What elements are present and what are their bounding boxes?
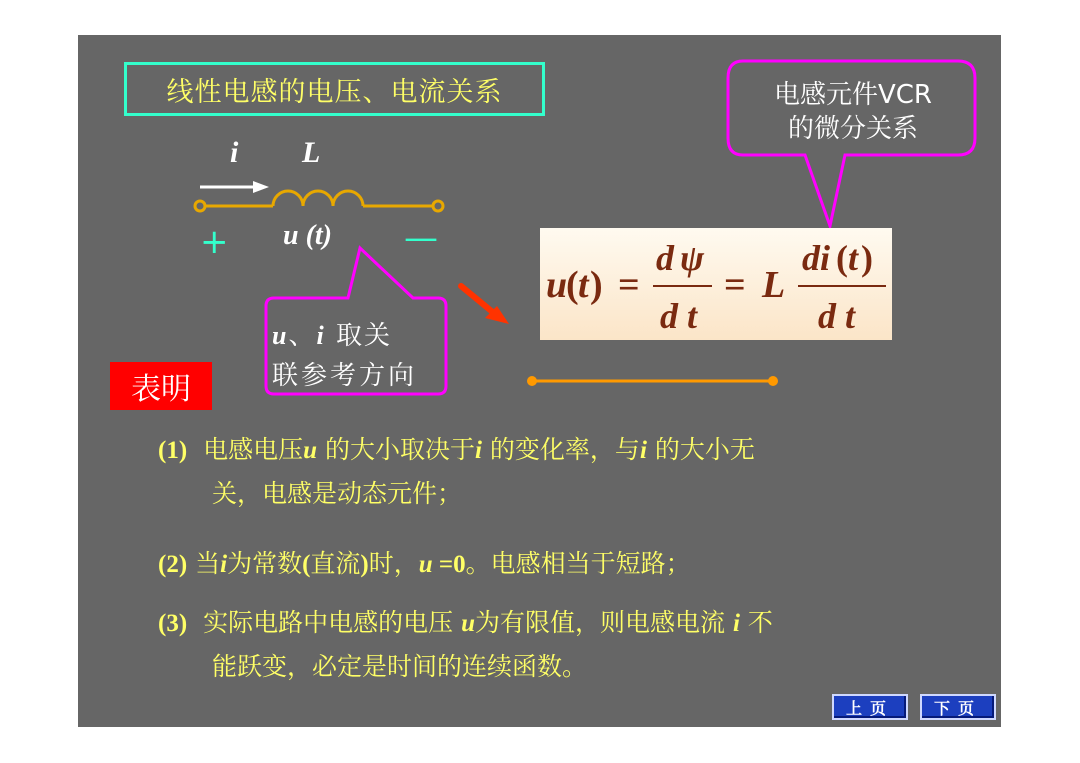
- svg-text:ψ: ψ: [680, 238, 705, 278]
- vcr-callout-text-line2: 的微分关系: [787, 114, 918, 144]
- item-3-line2: 能跃变，必定是时间的连续函数。: [212, 652, 588, 681]
- svg-text:=: =: [618, 264, 640, 306]
- svg-text:u: u: [546, 264, 568, 306]
- title-box: [124, 62, 545, 116]
- svg-text:d t: d t: [660, 296, 698, 336]
- current-arrow-head: [253, 181, 269, 193]
- svg-text:(: (: [836, 238, 848, 278]
- svg-text:=: =: [724, 264, 746, 306]
- item-1-line2: 关，电感是动态元件；: [212, 479, 463, 508]
- item-2-line1: (2) 当i为常数(直流)时，u =0。电感相当于短路；: [158, 549, 691, 578]
- voltage-label: u (t): [283, 220, 332, 251]
- svg-text:t: t: [848, 238, 859, 278]
- left-terminal: [195, 201, 205, 211]
- svg-text:L: L: [762, 264, 786, 306]
- next-page-button[interactable]: 下页: [920, 694, 996, 720]
- svg-text:di: di: [802, 238, 831, 278]
- right-terminal: [433, 201, 443, 211]
- slide-title: 线性电感的电压、电流关系: [166, 76, 503, 108]
- orange-divider-line: [525, 374, 780, 388]
- current-label: i: [230, 136, 239, 169]
- vcr-formula: [540, 228, 892, 340]
- inductor-circuit-diagram: [185, 175, 455, 220]
- item-3-line1: (3) 实际电路中电感的电压 u为有限值，则电感电流 i 不: [158, 608, 773, 637]
- reference-callout-text-line1: u、i 取关: [272, 321, 392, 351]
- inductor-label: L: [302, 136, 321, 169]
- tag-biaoming: 表明: [110, 362, 212, 410]
- svg-text:d t: d t: [818, 296, 856, 336]
- inductor-coil: [273, 191, 363, 206]
- minus-sign: —: [404, 218, 438, 258]
- plus-sign: +: [200, 222, 229, 262]
- svg-text:): ): [861, 238, 873, 278]
- vcr-formula-math: [540, 228, 892, 340]
- item-1-line1: (1) 电感电压u 的大小取决于i 的变化率，与i 的大小无: [158, 435, 755, 464]
- prev-page-button[interactable]: 上页: [832, 694, 908, 720]
- pointer-arrow-icon: [455, 280, 515, 330]
- svg-text:(: (: [566, 264, 579, 306]
- vcr-callout-text-line1: 电感元件VCR: [773, 80, 932, 110]
- reference-callout-text-line2: 联参考方向: [272, 361, 418, 391]
- svg-text:): ): [590, 264, 603, 306]
- svg-text:d: d: [656, 238, 674, 278]
- svg-text:t: t: [578, 264, 589, 306]
